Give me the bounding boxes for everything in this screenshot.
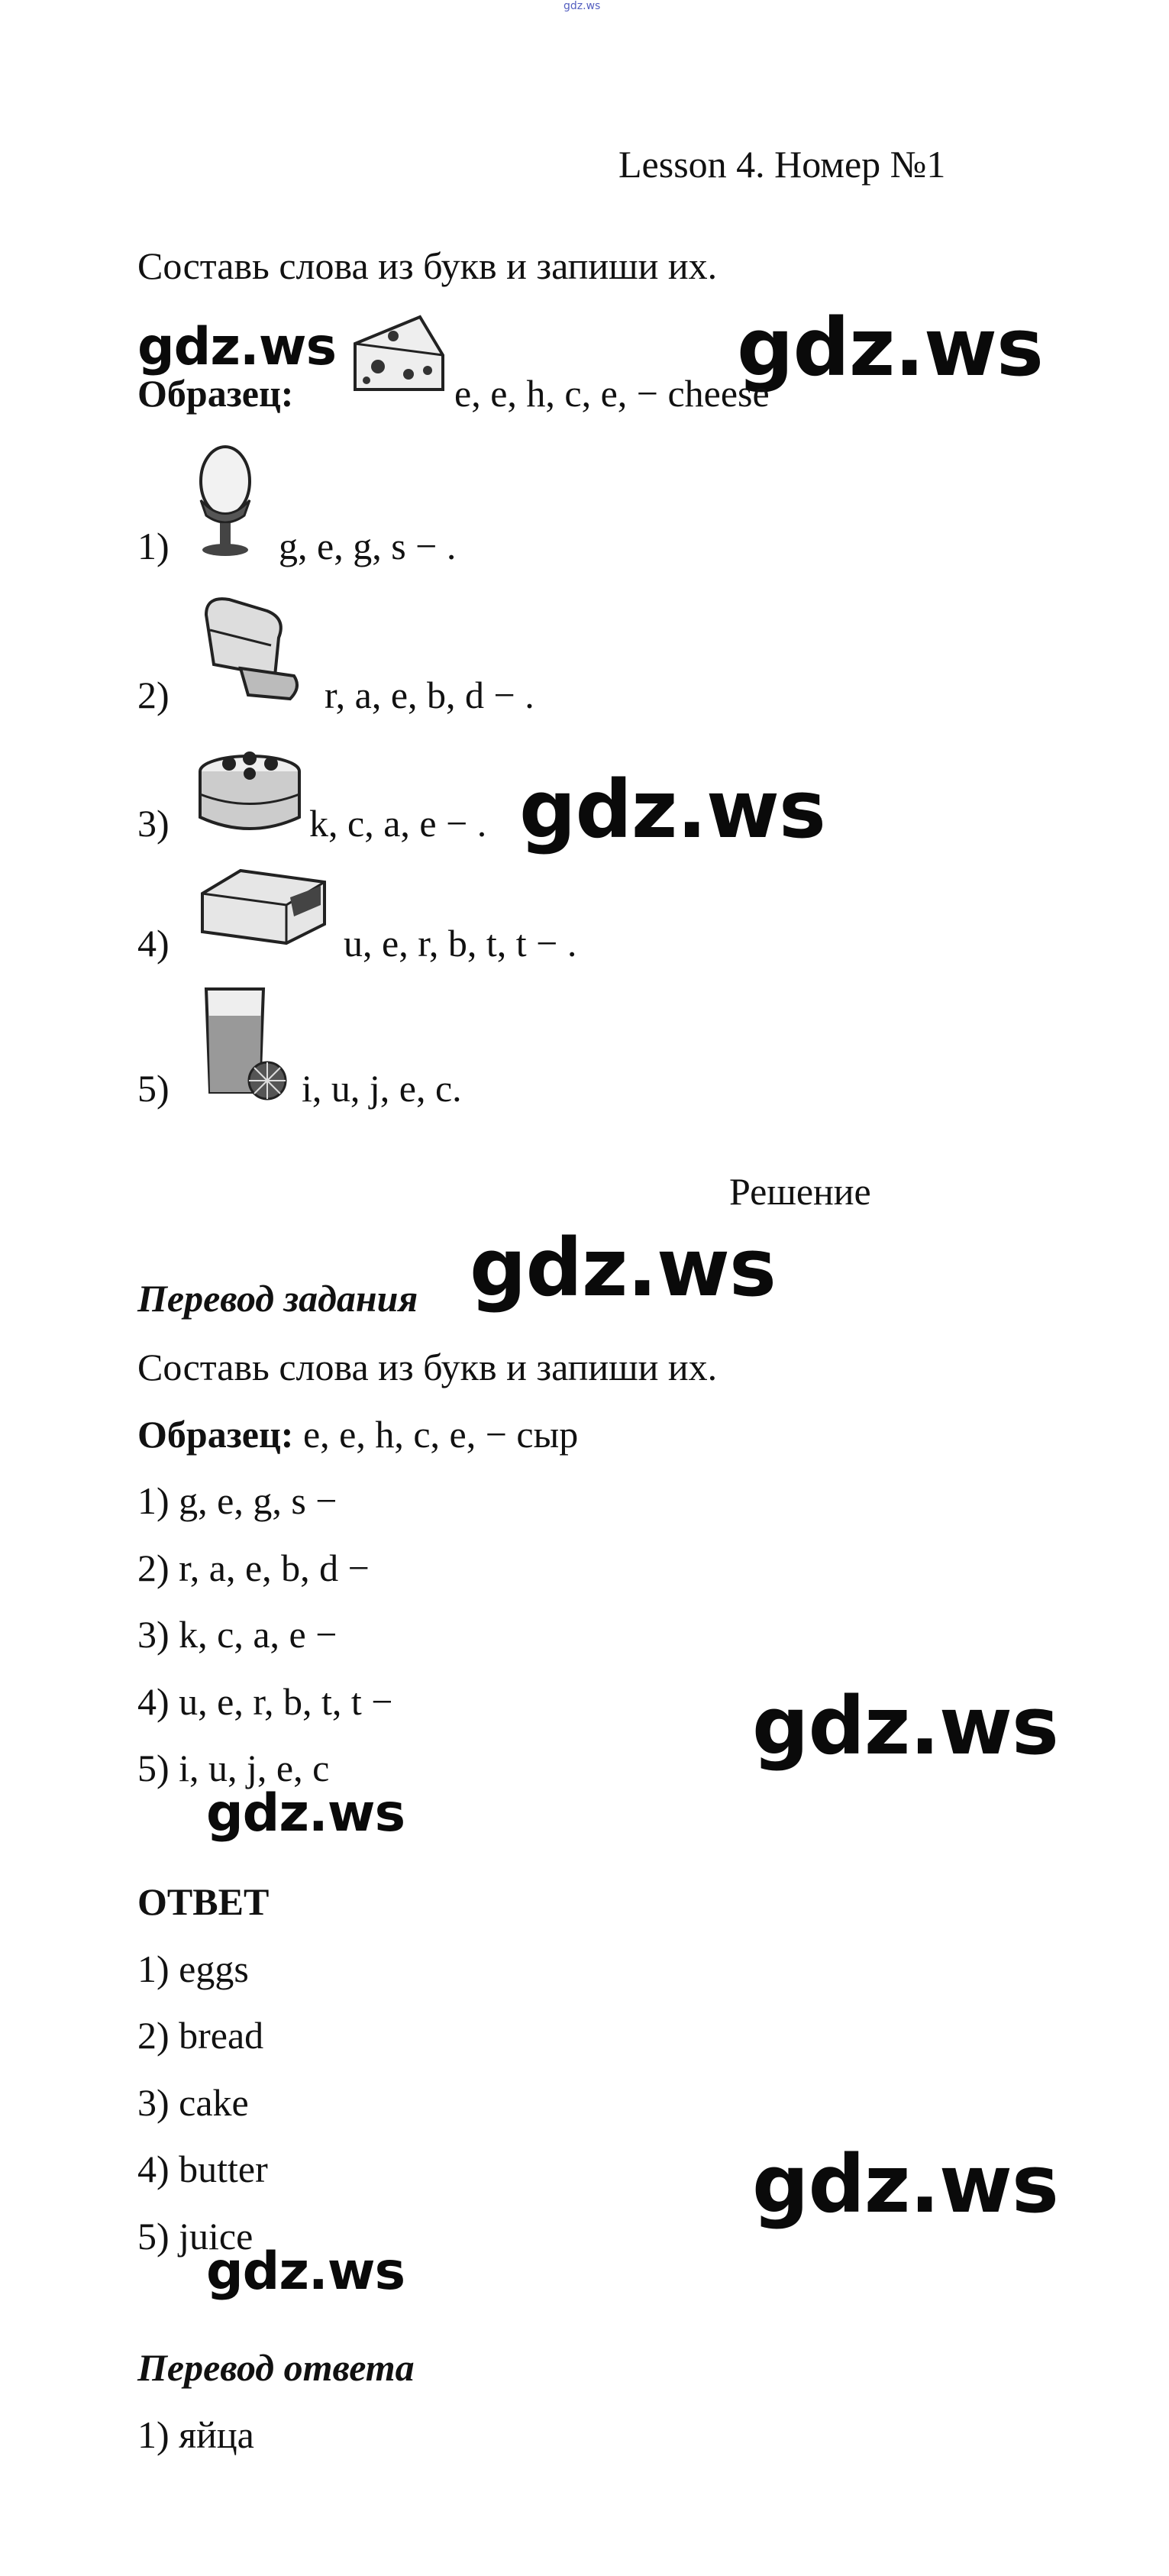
item-number: 5) — [137, 1067, 170, 1110]
solution-title: Решение — [729, 1170, 871, 1213]
translation-line: 4) u, e, r, b, t, t − — [137, 1680, 393, 1723]
item-number: 4) — [137, 922, 170, 965]
item-letters: g, e, g, s − . — [279, 525, 457, 567]
translation-example — [137, 1411, 578, 1457]
watermark: gdz.ws — [206, 2241, 405, 2302]
top-watermark: gdz.ws — [564, 0, 601, 12]
watermark: gdz.ws — [752, 1679, 1058, 1773]
translation-line: 5) i, u, j, e, c — [137, 1747, 330, 1789]
butter-icon — [195, 863, 332, 947]
item-number: 3) — [137, 802, 170, 845]
watermark: gdz.ws — [519, 763, 825, 856]
item-letters: k, c, a, e − . — [309, 802, 487, 845]
cheese-icon — [347, 313, 447, 401]
translation-line: 1) g, e, g, s − — [137, 1479, 337, 1522]
answer-line: 5) juice — [137, 2215, 253, 2258]
lesson-header: Lesson 4. Номер №1 — [618, 143, 946, 186]
translation-line: 3) k, c, a, e − — [137, 1613, 337, 1656]
cake-icon — [195, 745, 305, 836]
watermark: gdz.ws — [752, 2138, 1058, 2231]
example-label: Образец: — [137, 372, 294, 415]
answer-line: 2) bread — [137, 2014, 264, 2057]
item-number: 2) — [137, 674, 170, 716]
item-letters: i, u, j, e, c. — [302, 1067, 462, 1110]
item-letters: u, e, r, b, t, t − . — [344, 922, 577, 965]
bread-icon — [195, 592, 309, 706]
answer-title: ОТВЕТ — [137, 1880, 270, 1923]
answer-translation-title: Перевод ответа — [137, 2346, 415, 2389]
answer-line: 4) butter — [137, 2148, 268, 2190]
answer-line: 1) eggs — [137, 1947, 249, 1990]
egg-icon — [187, 439, 263, 561]
watermark: gdz.ws — [137, 317, 337, 377]
translation-line: 2) r, a, e, b, d − — [137, 1547, 370, 1589]
translation-example-text: e, e, h, c, e, − сыр — [293, 1413, 579, 1456]
example-letters: e, e, h, c, e, − cheese — [454, 372, 770, 415]
item-number: 1) — [137, 525, 170, 567]
juice-icon — [199, 981, 290, 1104]
translation-task: Составь слова из букв и запиши их. — [137, 1346, 718, 1388]
translation-title: Перевод задания — [137, 1277, 418, 1320]
watermark: gdz.ws — [470, 1221, 776, 1314]
answer-translation-line: 1) яйца — [137, 2413, 254, 2456]
watermark: gdz.ws — [206, 1783, 405, 1844]
answer-line: 3) cake — [137, 2081, 249, 2124]
task-text: Составь слова из букв и запиши их. — [137, 244, 718, 287]
watermark: gdz.ws — [737, 301, 1043, 394]
translation-example-label: Образец: — [137, 1413, 294, 1456]
item-letters: r, a, e, b, d − . — [325, 674, 534, 716]
